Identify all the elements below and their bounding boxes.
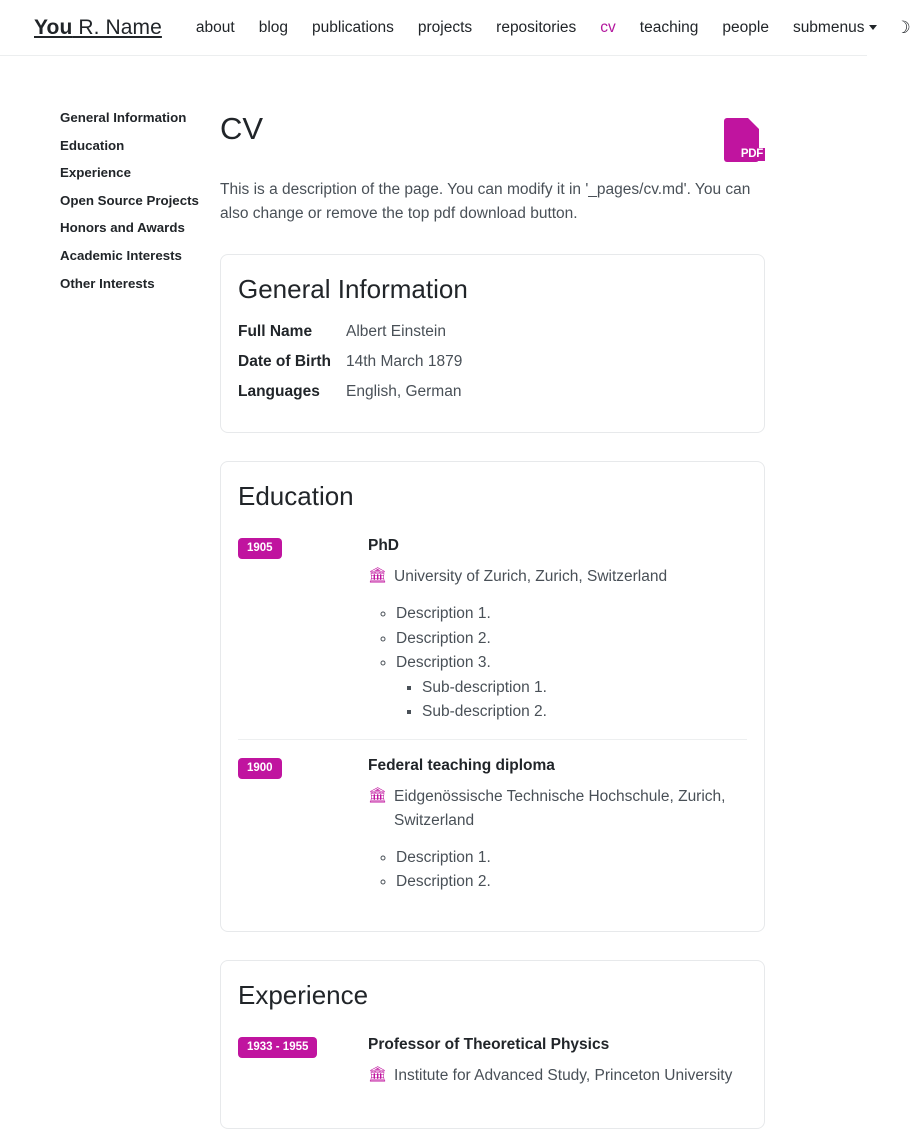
main-content [220,110,820,1129]
info-key-languages: Languages [238,382,320,400]
entry-institution-label: University of Zurich, Zurich, Switzerland [394,568,668,586]
general-information-table [238,320,747,410]
entry-institution [368,565,743,589]
list-item: ▪ Sub-description 1. [422,676,743,700]
sidebar-item-other-interests[interactable]: Other Interests [60,275,155,291]
entry-description-list [368,846,743,895]
info-value-languages: English, German [346,382,462,400]
card-experience [220,960,765,1129]
education-entry [238,739,747,909]
nav-item-projects[interactable]: projects [417,18,473,36]
info-key-full-name: Full Name [238,322,313,340]
entry-title: PhD [368,537,399,555]
entry-body [368,756,747,895]
entry-date-column [238,536,368,725]
entry-sub-description-list [396,676,743,725]
list-item: ◦ Description 1. [396,846,743,870]
title-row [220,110,765,164]
date-badge: 1900 [238,758,282,779]
list-item: ◦ Description 2. [396,870,743,894]
nav-item-teaching[interactable]: teaching [639,18,699,36]
sidebar-item-open-source-projects[interactable]: Open Source Projects [60,192,199,208]
page-description: This is a description of the page. You can modify it in '_pages/cv.md'. You can also change or remove the top pdf download button. [220,181,751,223]
nav-item-publications[interactable]: publications [312,18,394,36]
info-key-date-of-birth: Date of Birth [238,352,331,370]
pdf-download-button[interactable] [721,118,765,164]
entry-institution-label: Institute for Advanced Study, Princeton University [394,1067,733,1085]
date-badge: 1933 - 1955 [238,1037,317,1058]
dark-mode-toggle-moon-icon[interactable]: ☽ [889,13,916,43]
nav-item-people[interactable]: people [722,18,769,36]
list-item: ◦ Description 1. [396,602,743,626]
nav-item-about[interactable]: about [195,18,235,36]
sidebar-item-experience[interactable]: Experience [60,165,131,181]
card-education [220,461,765,932]
list-item-label: Description 3. [396,654,491,672]
sidebar-item-honors-and-awards[interactable]: Honors and Awards [60,220,185,236]
toc-sidebar [0,110,220,1129]
info-value-date-of-birth: 14th March 1879 [346,352,463,370]
bank-icon: 🏛 [368,567,388,585]
entry-date-column [238,756,368,895]
info-value-full-name: Albert Einstein [346,322,446,340]
pdf-fold-corner-icon [748,118,759,129]
entry-institution [368,1064,743,1088]
education-entry [238,526,747,739]
entry-title: Federal teaching diploma [368,756,555,774]
sidebar-item-general-information[interactable]: General Information [60,110,187,125]
entry-body [368,1035,747,1092]
page-body [0,56,867,1129]
card-general-information [220,254,765,433]
top-navbar [0,0,911,56]
nav-item-cv[interactable]: cv [600,18,616,36]
bank-icon: 🏛 [368,1066,388,1084]
entry-body [368,536,747,725]
brand-strong: You [34,15,73,39]
bank-icon: 🏛 [368,786,388,804]
entry-institution [368,785,743,833]
entry-title: Professor of Theoretical Physics [368,1036,610,1054]
nav-links [184,11,890,45]
table-row [238,350,747,380]
section-heading-general-information: General Information [238,274,468,305]
entry-date-column [238,1035,368,1092]
date-badge: 1905 [238,538,282,559]
nav-item-blog[interactable]: blog [258,18,289,36]
list-item [396,651,743,724]
chevron-down-icon [869,25,877,30]
experience-entry [238,1025,747,1106]
nav-item-repositories[interactable]: repositories [496,18,577,36]
pdf-label: PDF [740,148,763,161]
page-title: CV [220,111,264,146]
nav-item-submenus-label: submenus [792,18,865,36]
table-row [238,380,747,410]
section-heading-education: Education [238,480,354,511]
sidebar-item-education[interactable]: Education [60,137,125,153]
sidebar-item-academic-interests[interactable]: Academic Interests [60,248,182,264]
entry-institution-label: Eidgenössische Technische Hochschule, Zurich, Switzerland [394,787,726,829]
list-item: ▪ Sub-description 2. [422,700,743,724]
site-brand[interactable] [34,16,162,40]
table-row [238,320,747,350]
brand-rest: R. Name [72,15,162,39]
nav-item-submenus[interactable] [781,11,890,45]
list-item: ◦ Description 2. [396,627,743,651]
section-heading-experience: Experience [238,979,369,1010]
entry-description-list [368,602,743,724]
